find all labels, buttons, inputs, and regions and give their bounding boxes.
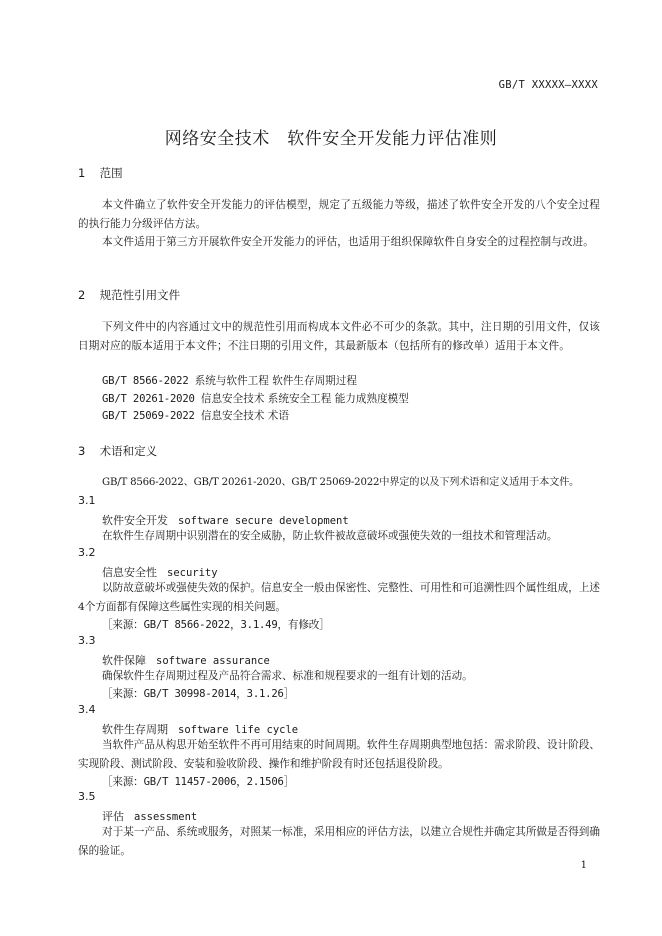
scope-paragraph-1: 本文件确立了软件安全开发能力的评估模型，规定了五级能力等级，描述了软件安全开发的八个安全过程的执行能力分级评估方法。 xyxy=(78,199,600,230)
section-title: 规范性引用文件 xyxy=(99,288,181,302)
term-heading xyxy=(102,512,349,528)
section-title: 术语和定义 xyxy=(99,444,158,458)
term-definition: 当软件产品从构思开始至软件不再可用结束的时间周期。软件生存周期典型地包括：需求阶段、设计阶段、实现阶段、测试阶段、安装和验收阶段、操作和维护阶段有时还包括退役阶段。 xyxy=(78,739,600,770)
section-heading-normative-references xyxy=(78,287,180,303)
term-en: assessment xyxy=(134,811,198,823)
term-definition: 对于某一产品、系统或服务，对照某一标准，采用相应的评估方法，以建立合规性并确定其所做是否得到确保的验证。 xyxy=(78,826,600,857)
section-heading-scope xyxy=(78,165,123,181)
term-heading xyxy=(102,564,218,580)
term-number: 3.4 xyxy=(78,703,96,716)
scope-paragraph-2: 本文件适用于第三方开展软件安全开发能力的评估，也适用于组织保障软件自身安全的过程控制与改进。 xyxy=(102,236,594,248)
standard-number: GB/T XXXXX—XXXX xyxy=(498,79,598,91)
section-heading-terms xyxy=(78,443,157,459)
reference-title: 信息安全技术 术语 xyxy=(200,410,289,422)
reference-item xyxy=(102,372,357,391)
reference-code: GB/T 25069-2022 xyxy=(102,410,195,422)
term-heading xyxy=(102,808,197,824)
term-zh: 软件安全开发 xyxy=(102,514,168,527)
term-en: security xyxy=(167,567,218,579)
section-number: 1 xyxy=(78,166,86,180)
reference-item xyxy=(102,407,289,426)
section-title: 范围 xyxy=(99,166,123,180)
terms-intro-paragraph: GB/T 8566-2022、GB/T 20261-2020、GB/T 25069-2022中界定的以及下列术语和定义适用于本文件。 xyxy=(102,477,580,488)
section-number: 3 xyxy=(78,444,86,458)
reference-item xyxy=(102,390,409,409)
term-zh: 信息安全性 xyxy=(102,566,157,579)
term-source: ［来源：GB/T 30998-2014，3.1.26］ xyxy=(102,688,295,700)
document-title: 网络安全技术 软件安全开发能力评估准则 xyxy=(164,129,498,149)
section-number: 2 xyxy=(78,288,86,302)
reference-title: 信息安全技术 系统安全工程 能力成熟度模型 xyxy=(200,393,409,405)
term-heading xyxy=(102,652,270,668)
term-number: 3.3 xyxy=(78,634,96,647)
term-definition: 在软件生存周期中识别潜在的安全威胁，防止软件被故意破坏或强使失效的一组技术和管理活动。 xyxy=(102,530,558,542)
page-number: 1 xyxy=(580,860,587,871)
term-en: software assurance xyxy=(156,655,270,667)
term-number: 3.1 xyxy=(78,494,96,507)
term-number: 3.2 xyxy=(78,546,96,559)
term-zh: 评估 xyxy=(102,810,124,823)
term-source: ［来源：GB/T 8566-2022，3.1.49，有修改］ xyxy=(102,619,330,631)
term-zh: 软件保障 xyxy=(102,654,146,667)
term-zh: 软件生存周期 xyxy=(102,723,168,736)
term-en: software life cycle xyxy=(178,724,299,736)
term-definition: 确保软件生存周期过程及产品符合需求、标准和规程要求的一组有计划的活动。 xyxy=(102,670,473,682)
reference-code: GB/T 20261-2020 xyxy=(102,393,195,405)
term-number: 3.5 xyxy=(78,790,96,803)
term-en: software secure development xyxy=(178,515,349,527)
reference-title: 系统与软件工程 软件生存周期过程 xyxy=(194,375,357,387)
term-definition: 以防故意破坏或强使失效的保护。信息安全一般由保密性、完整性、可用性和可追溯性四个属性组成，上述4个方面都有保障这些属性实现的相关问题。 xyxy=(78,582,600,613)
term-source: ［来源：GB/T 11457-2006，2.1506］ xyxy=(102,776,295,788)
references-paragraph: 下列文件中的内容通过文中的规范性引用而构成本文件必不可少的条款。其中，注日期的引用文件，仅该日期对应的版本适用于本文件；不注日期的引用文件，其最新版本（包括所有的修改单）适用于本文件。 xyxy=(78,321,600,352)
term-heading xyxy=(102,721,298,737)
reference-code: GB/T 8566-2022 xyxy=(102,375,189,387)
